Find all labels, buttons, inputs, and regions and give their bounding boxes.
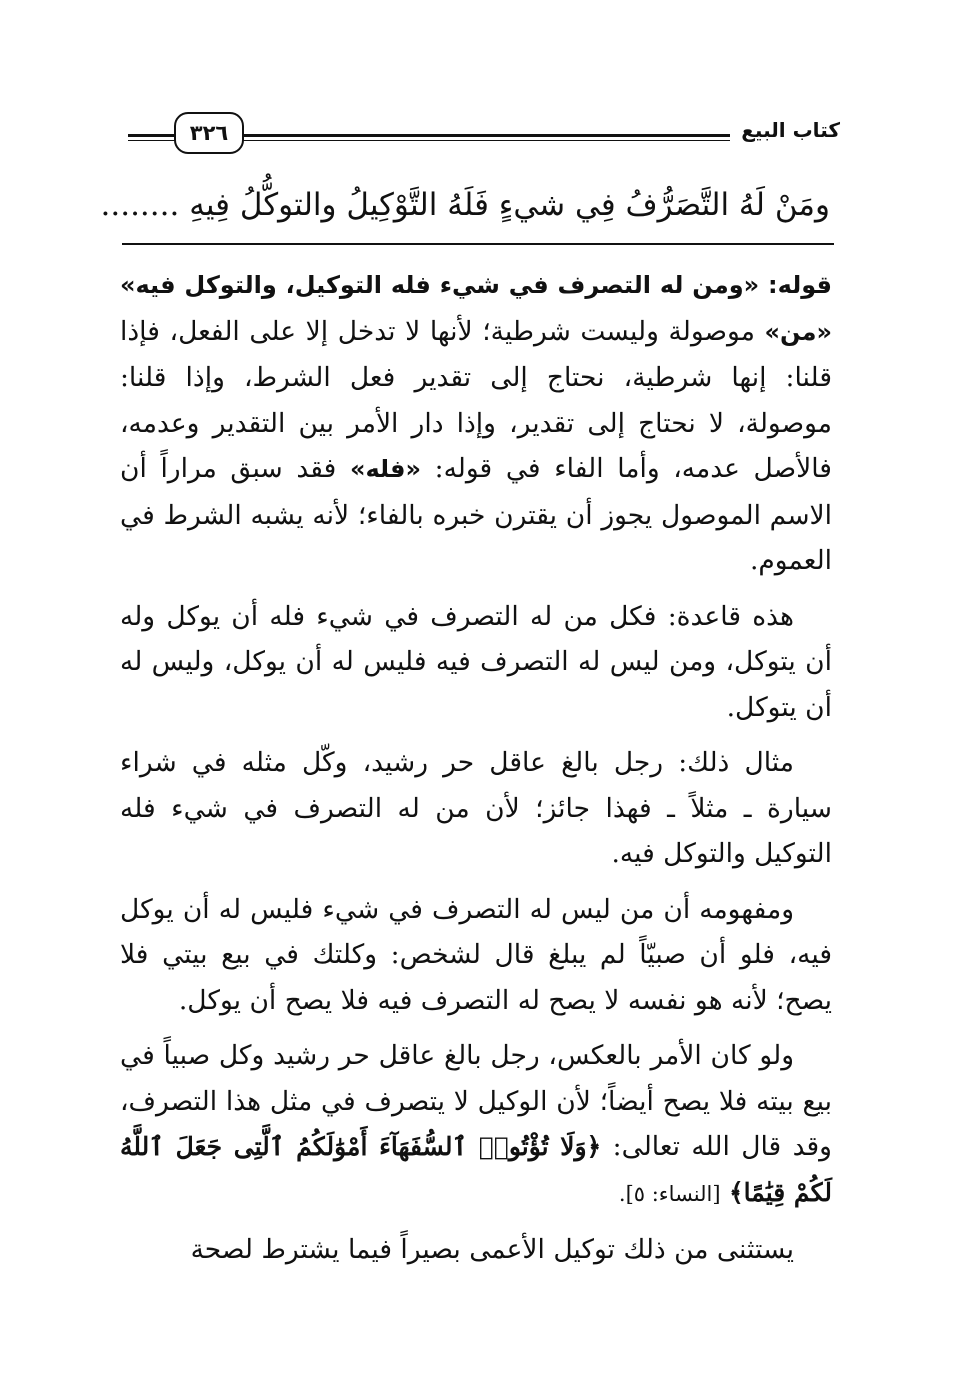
commentary (120, 262, 832, 1283)
header-rule-right-thin (242, 140, 730, 141)
term: «من» (764, 317, 832, 346)
quote-label: قوله: (768, 271, 832, 299)
page-number: ٣٢٦ (174, 112, 244, 154)
paragraph: يستثنى من ذلك توكيل الأعمى بصيراً فيما يشترط لصحة (190, 1234, 794, 1265)
paragraph: مثال ذلك: رجل بالغ عاقل حر رشيد، وكّل مثله في شراء سيارة ـ مثلاً ـ فهذا جائز؛ لأن من له التصرف في شيء فله التوكيل والتوكل فيه. (120, 747, 832, 869)
paragraph-text: ولو كان الأمر بالعكس، رجل بالغ عاقل حر رشيد وكل صبياً في بيع بيته فلا يصح أيضاً؛ لأن الوكيل لا يتصرف في مثل هذا التصرف، وقد قال الله تعالى: (120, 1040, 832, 1162)
header-rule-left-thin (128, 140, 176, 141)
header-rule-left (128, 134, 176, 137)
paragraph-text: فقد سبق مراراً أن الاسم الموصول يجوز أن يقترن خبره بالفاء؛ لأنه يشبه الشرط في العموم. (120, 453, 832, 576)
paragraph-text: موصولة وليست شرطية؛ لأنها لا تدخل إلا على الفعل، فإذا قلنا: إنها شرطية، نحتاج إلى تقدير فعل الشرط، وإذا قلنا: موصولة، لا نحتاج إلى تقدير، وإذا دار الأمر بين التقدير وعدمه، فالأصل عدمه، وأما الفاء في قوله: (120, 315, 832, 484)
term: «فله» (349, 455, 422, 483)
paragraph (120, 1033, 832, 1217)
verse-reference: [النساء: ٥]. (618, 1181, 721, 1206)
book-title: كتاب البيع (741, 118, 840, 142)
header-rule-right (242, 134, 730, 137)
paragraph (120, 262, 832, 584)
matn-divider (122, 243, 834, 245)
paragraph: هذه قاعدة: فكل من له التصرف في شيء فله أن يوكل وله أن يتوكل، ومن ليس له التصرف فيه فليس له أن يوكل، وليس له أن يتوكل. (120, 600, 832, 723)
paragraph: ومفهومه أن من ليس له التصرف في شيء فليس له أن يوكل فيه، فلو أن صبيّاً لم يبلغ قال لشخص: وكلتك في بيع بيتي فلا يصح؛ لأنه هو نفسه لا يصح له التصرف فيه فلا يصح أن يوكل. (120, 893, 832, 1016)
matn-text: ومَنْ لَهُ التَّصَرُّفُ فِي شيءٍ فَلَهُ التَّوْكِيلُ والتوكُّلُ فِيهِ ........ (100, 187, 830, 223)
quoted-matn: «ومن له التصرف في شيء فله التوكيل، والتوكل فيه» (120, 271, 760, 299)
quran-verse: ﴿وَلَا تُؤْتُوا۟ ٱلسُّفَهَآءَ أَمْوَٰلَكُمُ ٱلَّتِى جَعَلَ ٱللَّهُ لَكُمْ قِيَٰمًا﴾ (120, 1132, 832, 1207)
page-header (128, 112, 840, 162)
